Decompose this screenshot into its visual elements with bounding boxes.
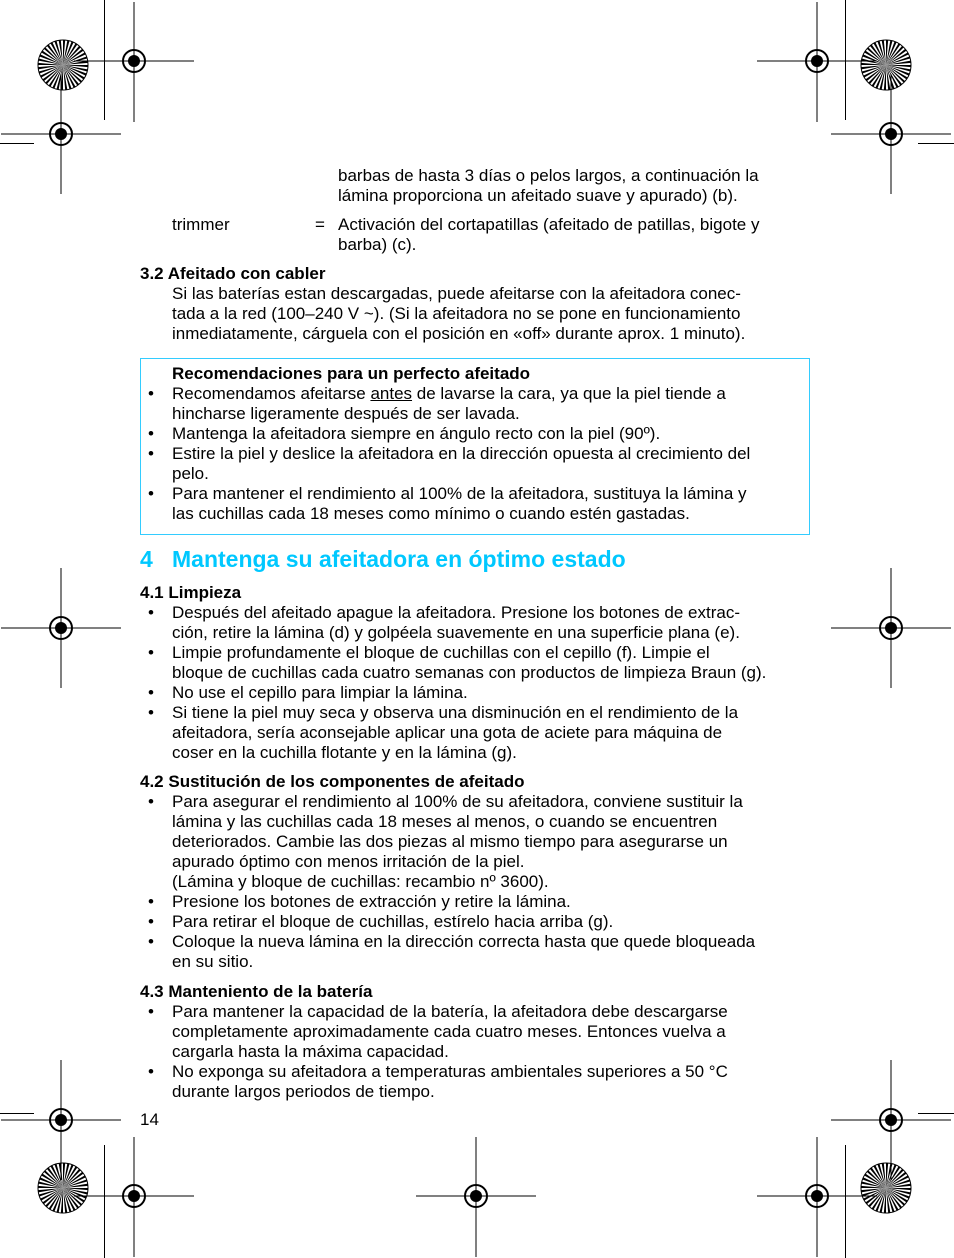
text-line: lámina y las cuchillas cada 18 meses al menos, o cuando se encuentren bbox=[172, 812, 718, 831]
registration-crosshair-icon bbox=[74, 1137, 194, 1257]
bullet: • bbox=[148, 424, 154, 443]
starburst-ray bbox=[61, 65, 63, 90]
text-line: cargarla hasta la máxima capacidad. bbox=[172, 1042, 449, 1061]
list-item: Para retirar el bloque de cuchillas, estírelo hacia arriba (g). bbox=[172, 912, 614, 931]
bullet: • bbox=[148, 683, 154, 702]
text-line: apurado óptimo con menos irritación de la piel. bbox=[172, 852, 525, 871]
bullet: • bbox=[148, 1062, 154, 1081]
text-line: en su sitio. bbox=[172, 952, 254, 971]
section-heading: 3.2 Afeitado con cabler bbox=[140, 264, 326, 283]
text-line: coser en la cuchilla flotante y en la lámina (g). bbox=[172, 743, 517, 762]
text-line: hincharse ligeramente después de ser lavada. bbox=[172, 404, 520, 423]
text-line: las cuchillas cada 18 meses como mínimo o cuando estén gastadas. bbox=[172, 504, 690, 523]
bullet: • bbox=[148, 384, 154, 403]
text-line: bloque de cuchillas cada cuatro semanas con productos de limpieza Braun (g). bbox=[172, 663, 767, 682]
list-item: Si tiene la piel muy seca y observa una disminución en el rendimiento de la bbox=[172, 703, 739, 722]
text-line: inmediatamente, cárguela con el posición en «off» durante aprox. 1 minuto). bbox=[172, 324, 746, 343]
registration-crosshair-icon bbox=[416, 1137, 536, 1257]
starburst-ray bbox=[38, 63, 63, 65]
text-line: completamente aproximadamente cada cuatro meses. Entonces vuelva a bbox=[172, 1022, 726, 1041]
starburst-ray bbox=[63, 1188, 88, 1190]
starburst-ray bbox=[63, 65, 88, 67]
list-item: Presione los botones de extracción y retire la lámina. bbox=[172, 892, 571, 911]
list-item: Limpie profundamente el bloque de cuchillas con el cepillo (f). Limpie el bbox=[172, 643, 710, 662]
text-line: durante largos periodos de tiempo. bbox=[172, 1082, 435, 1101]
list-item: Mantenga la afeitadora siempre en ángulo recto con la piel (90º). bbox=[172, 424, 661, 443]
registration-crosshair-icon bbox=[1, 568, 121, 688]
starburst-ray bbox=[61, 1188, 63, 1213]
starburst-ray bbox=[884, 1188, 886, 1213]
section-heading: 4.2 Sustitución de los componentes de afeitado bbox=[140, 772, 525, 791]
registration-crosshair-icon bbox=[831, 568, 951, 688]
starburst-ray bbox=[886, 65, 911, 67]
starburst-ray bbox=[886, 40, 888, 65]
bullet: • bbox=[148, 892, 154, 911]
starburst-target-icon bbox=[860, 1162, 912, 1214]
starburst-ray bbox=[884, 65, 886, 90]
bullet: • bbox=[148, 703, 154, 722]
list-item: Coloque la nueva lámina en la dirección correcta hasta que quede bloqueada bbox=[172, 932, 756, 951]
text-line: Si las baterías estan descargadas, puede afeitarse con la afeitadora conec- bbox=[172, 284, 741, 303]
chapter-number: 4 bbox=[140, 546, 153, 572]
starburst-ray bbox=[886, 1188, 911, 1190]
trimmer-term: trimmer bbox=[172, 215, 230, 234]
box-heading: Recomendaciones para un perfecto afeitado bbox=[172, 364, 531, 383]
list-item: Para mantener el rendimiento al 100% de la afeitadora, sustituya la lámina y bbox=[172, 484, 747, 503]
starburst-ray bbox=[861, 63, 886, 65]
bullet: • bbox=[148, 444, 154, 463]
list-item: No exponga su afeitadora a temperaturas ambientales superiores a 50 °C bbox=[172, 1062, 728, 1081]
starburst-target-icon bbox=[860, 39, 912, 91]
text-line: afeitadora, sería aconsejable aplicar una gota de aciete para máquina de bbox=[172, 723, 723, 742]
starburst-ray bbox=[38, 1186, 63, 1188]
bullet: • bbox=[148, 792, 154, 811]
text-line: ción, retire la lámina (d) y golpéela suavemente en una superficie plana (e). bbox=[172, 623, 740, 642]
text-span: Recomendamos afeitarse bbox=[172, 384, 371, 403]
list-item: No use el cepillo para limpiar la lámina. bbox=[172, 683, 468, 702]
bullet: • bbox=[148, 912, 154, 931]
list-item: Estire la piel y deslice la afeitadora en la dirección opuesta al crecimiento del bbox=[172, 444, 751, 463]
text-line: deteriorados. Cambie las dos piezas al mismo tiempo para asegurarse un bbox=[172, 832, 728, 851]
chapter-title bbox=[140, 545, 626, 573]
section-heading: 4.3 Manteniento de la batería bbox=[140, 982, 373, 1001]
page-number: 14 bbox=[140, 1110, 159, 1129]
text-line: lámina proporciona un afeitado suave y apurado) (b). bbox=[338, 186, 738, 205]
text-line: tada a la red (100–240 V ~). (Si la afeitadora no se pone en funcionamiento bbox=[172, 304, 741, 323]
text-line: Activación del cortapatillas (afeitado de patillas, bigote y bbox=[338, 215, 760, 234]
bullet: • bbox=[148, 643, 154, 662]
starburst-ray bbox=[861, 1186, 886, 1188]
list-item: Para asegurar el rendimiento al 100% de su afeitadora, conviene sustituir la bbox=[172, 792, 743, 811]
starburst-target-icon bbox=[37, 1162, 89, 1214]
registration-crosshair-icon bbox=[1, 74, 121, 194]
starburst-target-icon bbox=[37, 39, 89, 91]
underlined-word: antes bbox=[370, 384, 413, 403]
text-line: pelo. bbox=[172, 464, 209, 483]
section-heading: 4.1 Limpieza bbox=[140, 583, 242, 602]
starburst-ray bbox=[886, 1163, 888, 1188]
text-line: (Lámina y bloque de cuchillas: recambio nº 3600). bbox=[172, 872, 549, 891]
chapter-title-text: Mantenga su afeitadora en óptimo estado bbox=[172, 546, 626, 572]
text-line: barbas de hasta 3 días o pelos largos, a continuación la bbox=[338, 166, 759, 185]
starburst-ray bbox=[63, 1163, 65, 1188]
list-item: Después del afeitado apague la afeitadora. Presione los botones de extrac- bbox=[172, 603, 740, 622]
registration-crosshair-icon bbox=[757, 1137, 877, 1257]
starburst-ray bbox=[63, 40, 65, 65]
bullet: • bbox=[148, 932, 154, 951]
list-item: Para mantener la capacidad de la batería, la afeitadora debe descargarse bbox=[172, 1002, 728, 1021]
text-span: de lavarse la cara, ya que la piel tiende a bbox=[412, 384, 726, 403]
bullet: • bbox=[148, 603, 154, 622]
bullet: • bbox=[148, 1002, 154, 1021]
equals-sign: = bbox=[315, 215, 325, 234]
list-item bbox=[172, 384, 726, 404]
text-line: barba) (c). bbox=[338, 235, 417, 254]
bullet: • bbox=[148, 484, 154, 503]
registration-crosshair-icon bbox=[831, 74, 951, 194]
